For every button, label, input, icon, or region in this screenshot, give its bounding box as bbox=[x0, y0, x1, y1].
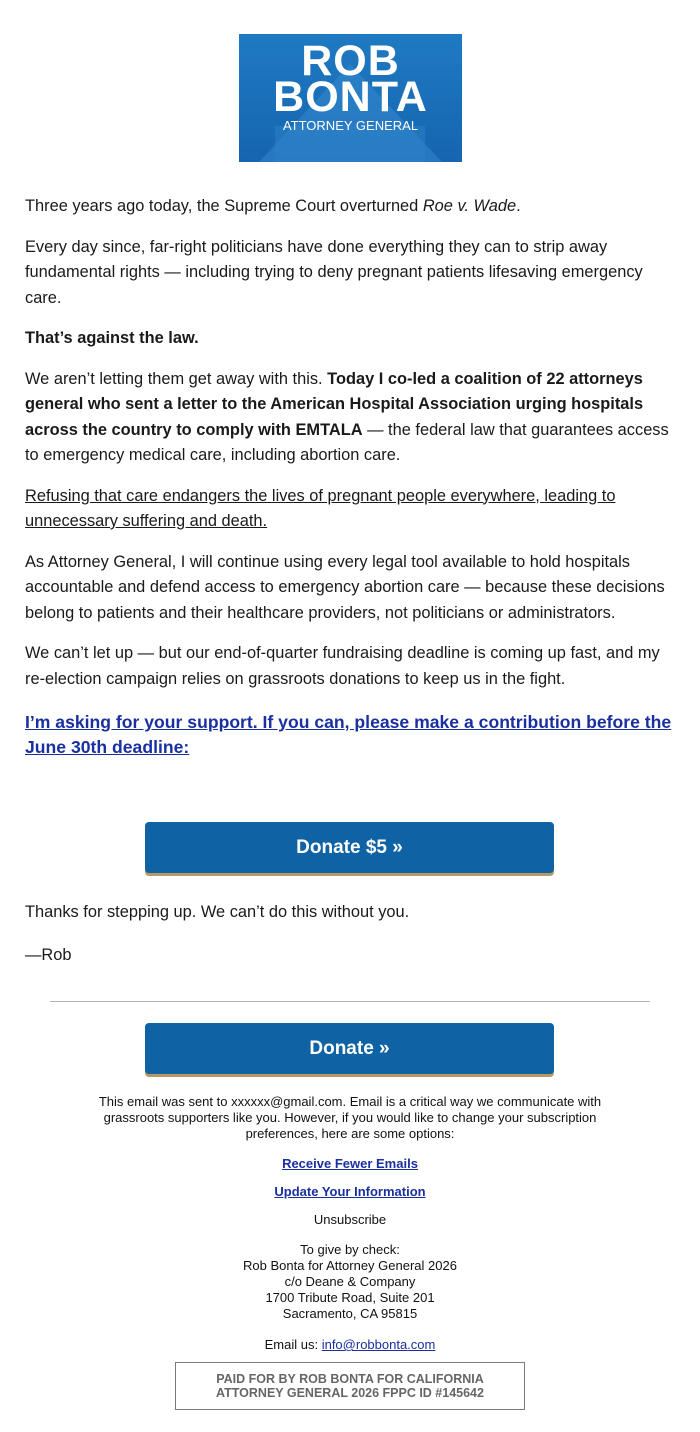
paragraph-roe: Three years ago today, the Supreme Court overturned Roe v. Wade. bbox=[25, 197, 521, 215]
paragraph-against-law: That’s against the law. bbox=[25, 329, 199, 347]
email-body bbox=[25, 192, 673, 760]
donate-5-button[interactable]: Donate $5 » bbox=[145, 822, 554, 873]
address-line: c/o Deane & Company bbox=[284, 1274, 416, 1289]
email-link[interactable]: info@robbonta.com bbox=[321, 1337, 436, 1352]
paragraph-attorney-general: As Attorney General, I will continue using every legal tool available to hold hospitals accountable and defend access to emergency abortion care — because these decisions belong to patients and their healthcare providers, not politicians or administrators. bbox=[25, 552, 665, 622]
email-us: Email us: info@robbonta.com bbox=[264, 1337, 436, 1352]
thanks-text: Thanks for stepping up. We can’t do this without you. bbox=[25, 903, 410, 921]
paragraph-coalition: We aren’t letting them get away with this. Today I co-led a coalition of 22 attorneys general who sent a letter to the American Hospital Association urging hospitals across the country to comply with EMTALA — the federal law that guarantees access to emergency medical care, including abortion care. bbox=[25, 369, 669, 464]
update-information-link[interactable]: Update Your Information bbox=[274, 1184, 426, 1199]
address-line: 1700 Tribute Road, Suite 201 bbox=[265, 1290, 435, 1305]
footer bbox=[50, 1094, 650, 1353]
logo-first-name: ROB bbox=[301, 37, 400, 85]
unsubscribe-link[interactable]: Unsubscribe bbox=[313, 1212, 387, 1227]
paragraph-refusing-care: Refusing that care endangers the lives of pregnant people everywhere, leading to unnecessary suffering and death. bbox=[25, 486, 616, 530]
address-line: Rob Bonta for Attorney General 2026 bbox=[243, 1258, 457, 1273]
check-heading: To give by check: bbox=[300, 1242, 400, 1257]
divider bbox=[50, 1001, 650, 1002]
campaign-logo bbox=[239, 34, 462, 162]
signature: —Rob bbox=[25, 946, 72, 964]
paid-for-disclaimer: PAID FOR BY ROB BONTA FOR CALIFORNIA ATTORNEY GENERAL 2026 FPPC ID #145642 bbox=[175, 1362, 525, 1410]
paragraph-rights: Every day since, far-right politicians have done everything they can to strip away fundamental rights — including trying to deny pregnant patients lifesaving emergency care. bbox=[25, 237, 643, 307]
logo-last-name: BONTA bbox=[273, 73, 428, 121]
logo-subtitle: ATTORNEY GENERAL bbox=[282, 118, 419, 133]
donate-button[interactable]: Donate » bbox=[145, 1023, 554, 1074]
address-line: Sacramento, CA 95815 bbox=[282, 1306, 418, 1321]
email-notice: This email was sent to xxxxxx@gmail.com. Email is a critical way we communicate with grassroots supporters like you. However, if you would like to change your subscription preferences, here are some options: bbox=[98, 1094, 602, 1141]
paragraph-fundraising: We can’t let up — but our end-of-quarter fundraising deadline is coming up fast, and my re-election campaign relies on grassroots donations to keep us in the fight. bbox=[25, 644, 660, 688]
contribution-ask-link[interactable]: I’m asking for your support. If you can, please make a contribution before the June 30th deadline: bbox=[25, 712, 672, 757]
receive-fewer-emails-link[interactable]: Receive Fewer Emails bbox=[282, 1156, 418, 1171]
